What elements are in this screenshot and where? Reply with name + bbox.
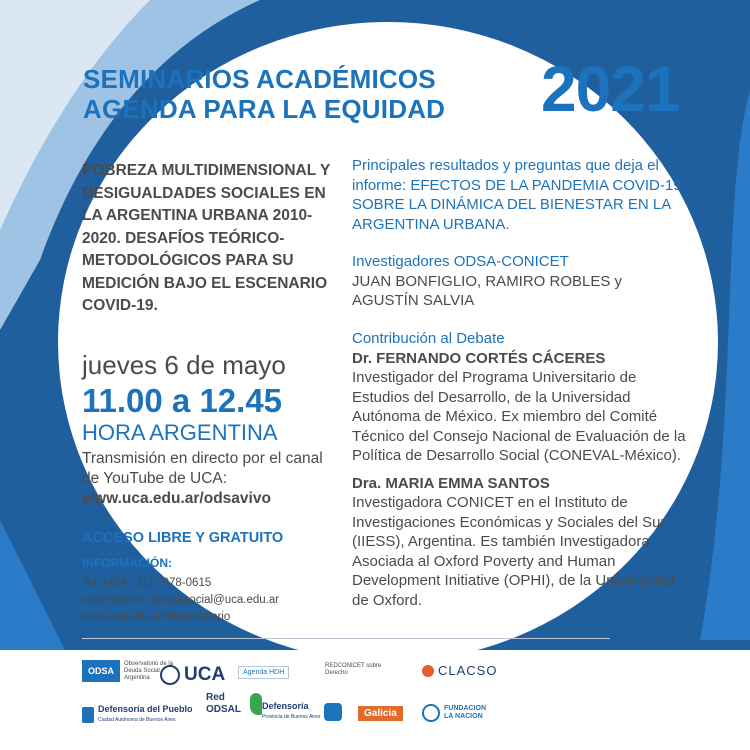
- defensoria-text: Defensoría: [262, 701, 309, 711]
- defensoria-subtitle: Provincia de Buenos Aires: [262, 714, 321, 720]
- defensoria-pueblo-icon: [82, 707, 94, 723]
- uca-seal-icon: [160, 665, 180, 685]
- defensoria-pueblo-subtitle: Ciudad Autónoma de Buenos Aires: [98, 717, 176, 723]
- event-time: 11.00 a 12.45: [82, 382, 283, 419]
- defensoria-provincia-logo: [262, 702, 342, 722]
- title-line-1: SEMINARIOS ACADÉMICOS: [83, 64, 436, 94]
- results-highlight: EFECTOS DE LA PANDEMIA COVID-19 SOBRE LA DINÁMICA DEL BIENESTAR EN LA ARGENTINA URBANA.: [352, 176, 682, 233]
- info-title: INFORMACIÓN:: [82, 556, 172, 570]
- red-odsal-text: Red ODSAL: [206, 692, 241, 715]
- agenda-logo: [238, 666, 289, 679]
- fundacion-logo: [422, 704, 486, 722]
- defensoria-pueblo-text: Defensoría del Pueblo: [98, 704, 193, 714]
- red-odsal-logo: [206, 692, 262, 716]
- speaker-2-bio: Investigadora CONICET en el Instituto de Investigaciones Económicas y Sociales del Sur (IIESS), Argentina. Es también Investigadora Asociada al Oxford Poverty and Human Development Initiative (OPHI), de la Universidad de Oxford.: [352, 494, 675, 609]
- agenda-text: Agenda HDH: [238, 666, 289, 679]
- divider: [82, 638, 610, 639]
- page-title: [83, 64, 445, 124]
- contact-info: [82, 575, 342, 626]
- results-lead: Principales resultados y preguntas que deja el informe:: [352, 157, 659, 194]
- clacso-text: CLACSO: [438, 663, 498, 678]
- researchers-title: Investigadores ODSA-CONICET: [352, 253, 569, 270]
- debate-block: [352, 329, 692, 610]
- speaker-1-name: Dr. FERNANDO CORTÉS CÁCERES: [352, 349, 606, 367]
- clacso-logo: [422, 663, 497, 678]
- conicet-text: REDCONICET sobre Derecho: [325, 663, 382, 676]
- email-link[interactable]: observatorio_deudasocial@uca.edu.ar: [82, 594, 280, 606]
- latin-america-map-icon: [250, 693, 262, 715]
- title-line-2: AGENDA PARA LA EQUIDAD: [83, 94, 446, 124]
- defensoria-pueblo-logo: [82, 705, 193, 725]
- fundacion-text: FUNDACION LA NACION: [444, 705, 486, 720]
- fundacion-icon: [422, 704, 440, 722]
- uca-text: UCA: [184, 664, 226, 685]
- speaker-1-bio: Investigador del Programa Universitario de Estudios del Desarrollo, de la Universidad Autónoma de México. Ex miembro del Comité Técnico del Consejo Nacional de Evaluación de la Política de Desarrollo Social (CONEVAL-México).: [352, 369, 686, 464]
- stream-link[interactable]: www.uca.edu.ar/odsavivo: [82, 490, 271, 507]
- year-label: 2021: [541, 53, 680, 125]
- clacso-flower-icon: [422, 665, 434, 677]
- odsa-subtitle: Observatorio de la Deuda Social Argentina: [124, 660, 174, 681]
- phone: Tel. (+54 - 11)-7078-0615: [82, 577, 212, 589]
- event-timezone: HORA ARGENTINA: [82, 420, 278, 445]
- access-label: ACCESO LIBRE Y GRATUITO: [82, 530, 284, 546]
- researchers-names: JUAN BONFIGLIO, RAMIRO ROBLES y AGUSTÍN SALVIA: [352, 272, 623, 309]
- website-link[interactable]: www.uca.edu.ar/observatorio: [82, 611, 231, 623]
- debate-title: Contribución al Debate: [352, 330, 505, 347]
- galicia-logo: [358, 706, 403, 721]
- transmission-text: Transmisión en directo por el canal de YouTube de UCA:: [82, 450, 323, 487]
- defensoria-icon: [324, 703, 342, 721]
- conicet-network-logo: [325, 663, 405, 677]
- event-date: jueves 6 de mayo: [82, 350, 286, 380]
- seminar-topic: POBREZA MULTIDIMENSIONAL Y DESIGUALDADES SOCIALES EN LA ARGENTINA URBANA 2010-2020. DESAFÍOS TEÓRICO-METODOLÓGICOS PARA SU MEDICIÓN BAJO EL ESCENARIO COVID-19.: [82, 162, 331, 314]
- transmission-info: [82, 449, 342, 509]
- speaker-2-name: Dra. MARIA EMMA SANTOS: [352, 474, 550, 492]
- results-block: [352, 156, 692, 234]
- uca-logo: [160, 664, 225, 686]
- galicia-text: Galicia: [358, 706, 403, 721]
- researchers-block: [352, 252, 692, 311]
- odsa-mark: ODSA: [82, 660, 120, 682]
